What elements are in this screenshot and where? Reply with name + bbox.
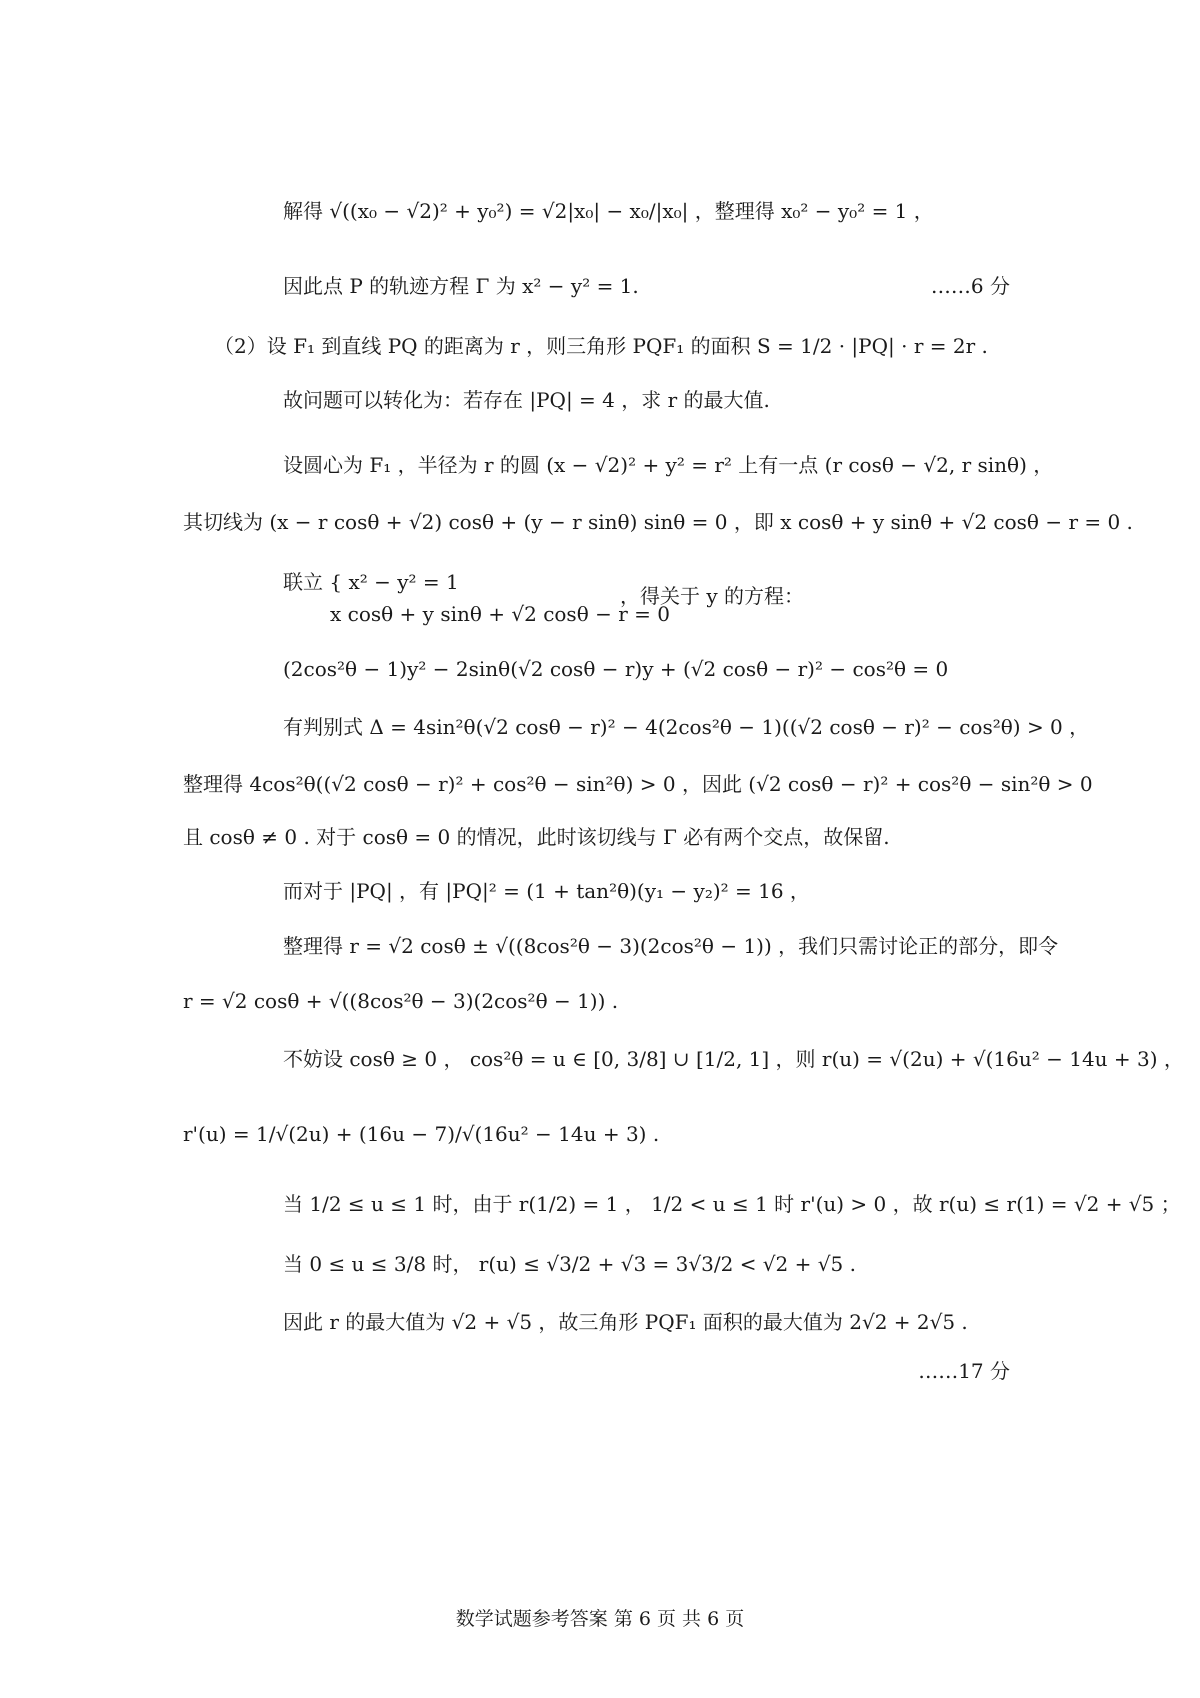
system-line-2: x cosθ + y sinθ + √2 cosθ − r = 0 (330, 602, 670, 626)
quadratic-equation: (2cos²θ − 1)y² − 2sinθ(√2 cosθ − r)y + (√2 cosθ − r)² − cos²θ = 0 (283, 657, 949, 681)
substitution-line: 不妨设 cosθ ≥ 0 ， cos²θ = u ∈ [0, 3/8] ∪ [1/2, 1] ，则 r(u) = √(2u) + √(16u² − 14u + 3) ， (283, 1047, 1184, 1071)
case-1-line: 当 1/2 ≤ u ≤ 1 时，由于 r(1/2) = 1 ， 1/2 < u ≤ 1 时 r'(u) > 0 ，故 r(u) ≤ r(1) = √2 + √5 ； (283, 1192, 1181, 1216)
system-line-1: 联立 { x² − y² = 1 (283, 570, 459, 594)
part-2-intro: （2）设 F₁ 到直线 PQ 的距离为 r ，则三角形 PQF₁ 的面积 S = 1/2 · |PQ| · r = 2r . (214, 334, 988, 358)
system-tail: ，得关于 y 的方程： (620, 584, 805, 608)
solution-line-2: 因此点 P 的轨迹方程 Γ 为 x² − y² = 1. (283, 274, 639, 298)
solution-line-6: 其切线为 (x − r cosθ + √2) cosθ + (y − r sinθ) sinθ = 0 ，即 x cosθ + y sinθ + √2 cosθ − r = 0 . (183, 510, 1133, 534)
conclusion-line: 因此 r 的最大值为 √2 + √5 ，故三角形 PQF₁ 面积的最大值为 2√2 + 2√5 . (283, 1310, 968, 1334)
chord-length-line: 而对于 |PQ| ，有 |PQ|² = (1 + tan²θ)(y₁ − y₂)² = 16 ， (283, 879, 810, 903)
page-footer: 数学试题参考答案 第 6 页 共 6 页 (455, 1608, 745, 1630)
score-marker-6: ……6 分 (930, 274, 1010, 298)
solution-line-5: 设圆心为 F₁ ，半径为 r 的圆 (x − √2)² + y² = r² 上有一点 (r cosθ − √2, r sinθ) ， (283, 453, 1054, 477)
r-positive-line: r = √2 cosθ + √((8cos²θ − 3)(2cos²θ − 1)) . (183, 989, 619, 1013)
simplify-line: 整理得 4cos²θ((√2 cosθ − r)² + cos²θ − sin²θ) > 0 ，因此 (√2 cosθ − r)² + cos²θ − sin²θ > 0 (183, 772, 1093, 796)
solution-line-4: 故问题可以转化为：若存在 |PQ| = 4 ，求 r 的最大值. (283, 388, 770, 412)
r-solution-line: 整理得 r = √2 cosθ ± √((8cos²θ − 3)(2cos²θ − 1)) ，我们只需讨论正的部分，即令 (283, 934, 1059, 958)
case-2-line: 当 0 ≤ u ≤ 3/8 时， r(u) ≤ √3/2 + √3 = 3√3/2 < √2 + √5 . (283, 1252, 856, 1276)
derivative-line: r'(u) = 1/√(2u) + (16u − 7)/√(16u² − 14u + 3) . (183, 1122, 660, 1146)
discriminant-line: 有判别式 Δ = 4sin²θ(√2 cosθ − r)² − 4(2cos²θ − 1)((√2 cosθ − r)² − cos²θ) > 0 ， (283, 715, 1090, 739)
solution-line-1: 解得 √((x₀ − √2)² + y₀²) = √2|x₀| − x₀/|x₀| ，整理得 x₀² − y₀² = 1 ， (283, 199, 934, 223)
cos-condition-line: 且 cosθ ≠ 0 . 对于 cosθ = 0 的情况，此时该切线与 Γ 必有两个交点，故保留. (183, 825, 890, 849)
score-marker-17: ……17 分 (918, 1359, 1010, 1383)
